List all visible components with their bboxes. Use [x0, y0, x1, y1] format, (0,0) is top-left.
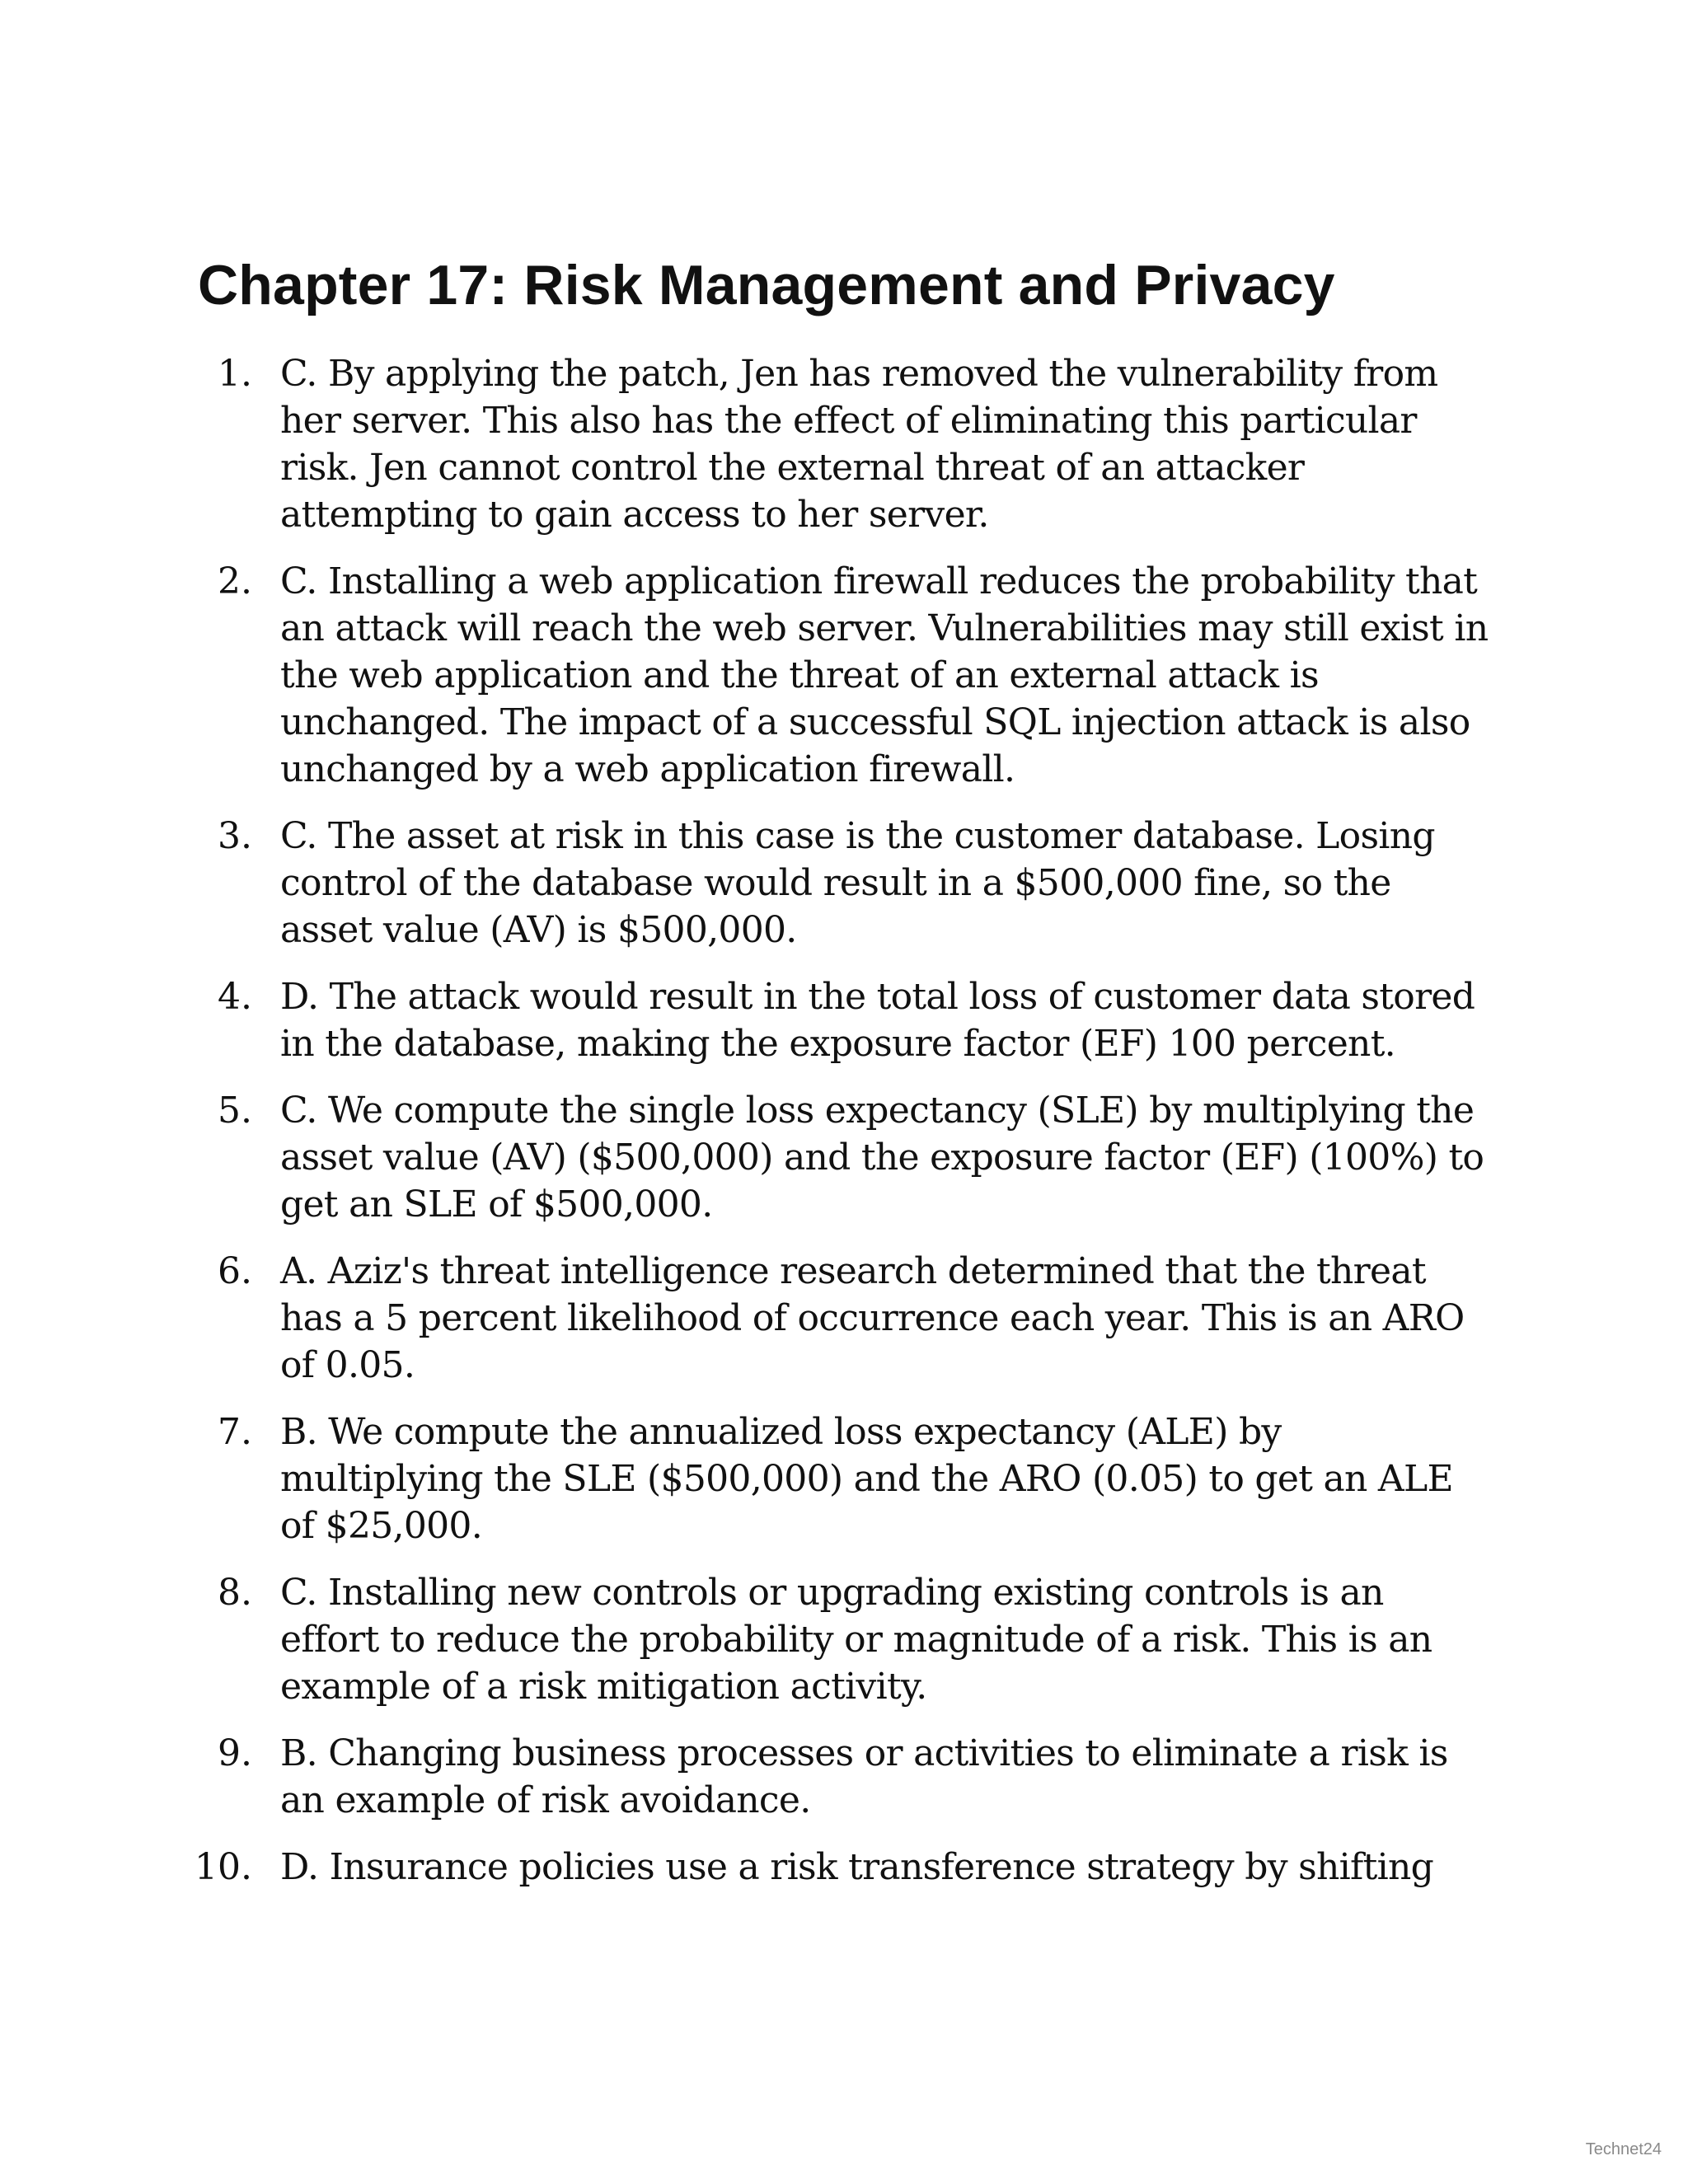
answer-number: 3.: [218, 815, 252, 857]
answer-item-3: [0, 813, 1688, 954]
answer-text: C. Installing a web application firewall reduces the probability that an attack will reach the web server. Vulnerabilities may still exist in the web application and the threat of an external attack is unchanged. The impact of a successful SQL injection attack is also unchanged by a web application firewall.: [280, 560, 1489, 790]
answer-item-5: [0, 1087, 1688, 1228]
watermark: Technet24: [1585, 2140, 1662, 2158]
answer-text: C. We compute the single loss expectancy (SLE) by multiplying the asset value (AV) ($500,000) and the exposure factor (EF) (100%) to get an SLE of $500,000.: [280, 1090, 1484, 1226]
answer-text: B. We compute the annualized loss expectancy (ALE) by multiplying the SLE ($500,000) and the ARO (0.05) to get an ALE of $25,000.: [280, 1411, 1453, 1547]
answer-text: A. Aziz's threat intelligence research determined that the threat has a 5 percent likelihood of occurrence each year. This is an ARO of 0.05.: [280, 1250, 1465, 1386]
answer-item-7: [0, 1408, 1688, 1549]
answer-list: [0, 350, 1688, 1910]
chapter-title: Chapter 17: Risk Management and Privacy: [198, 254, 1335, 316]
answer-number: 7.: [218, 1411, 252, 1453]
answer-number: 8.: [218, 1572, 252, 1614]
answer-item-6: [0, 1248, 1688, 1389]
answer-item-4: [0, 973, 1688, 1067]
answer-item-1: [0, 350, 1688, 538]
answer-text: C. Installing new controls or upgrading existing controls is an effort to reduce the probability or magnitude of a risk. This is an example of a risk mitigation activity.: [280, 1572, 1432, 1708]
answer-item-2: [0, 558, 1688, 793]
answer-text: D. Insurance policies use a risk transference strategy by shifting: [280, 1846, 1434, 1888]
answer-text: C. The asset at risk in this case is the customer database. Losing control of the database would result in a $500,000 fine, so the asset value (AV) is $500,000.: [280, 815, 1435, 951]
answer-number: 6.: [218, 1250, 252, 1292]
answer-number: 5.: [218, 1090, 252, 1132]
answer-number: 10.: [195, 1846, 252, 1888]
answer-number: 9.: [218, 1732, 252, 1774]
answer-item-8: [0, 1569, 1688, 1710]
answer-text: C. By applying the patch, Jen has removed the vulnerability from her server. This also has the effect of eliminating this particular risk. Jen cannot control the external threat of an attacker attempting to gain access to her server.: [280, 353, 1438, 536]
answer-item-10: [0, 1844, 1688, 1891]
answer-item-9: [0, 1730, 1688, 1824]
answer-text: B. Changing business processes or activities to eliminate a risk is an example of risk avoidance.: [280, 1732, 1448, 1821]
answer-text: D. The attack would result in the total loss of customer data stored in the database, making the exposure factor (EF) 100 percent.: [280, 976, 1475, 1065]
answer-number: 1.: [218, 353, 252, 395]
answer-number: 2.: [218, 560, 252, 602]
answer-number: 4.: [218, 976, 252, 1018]
